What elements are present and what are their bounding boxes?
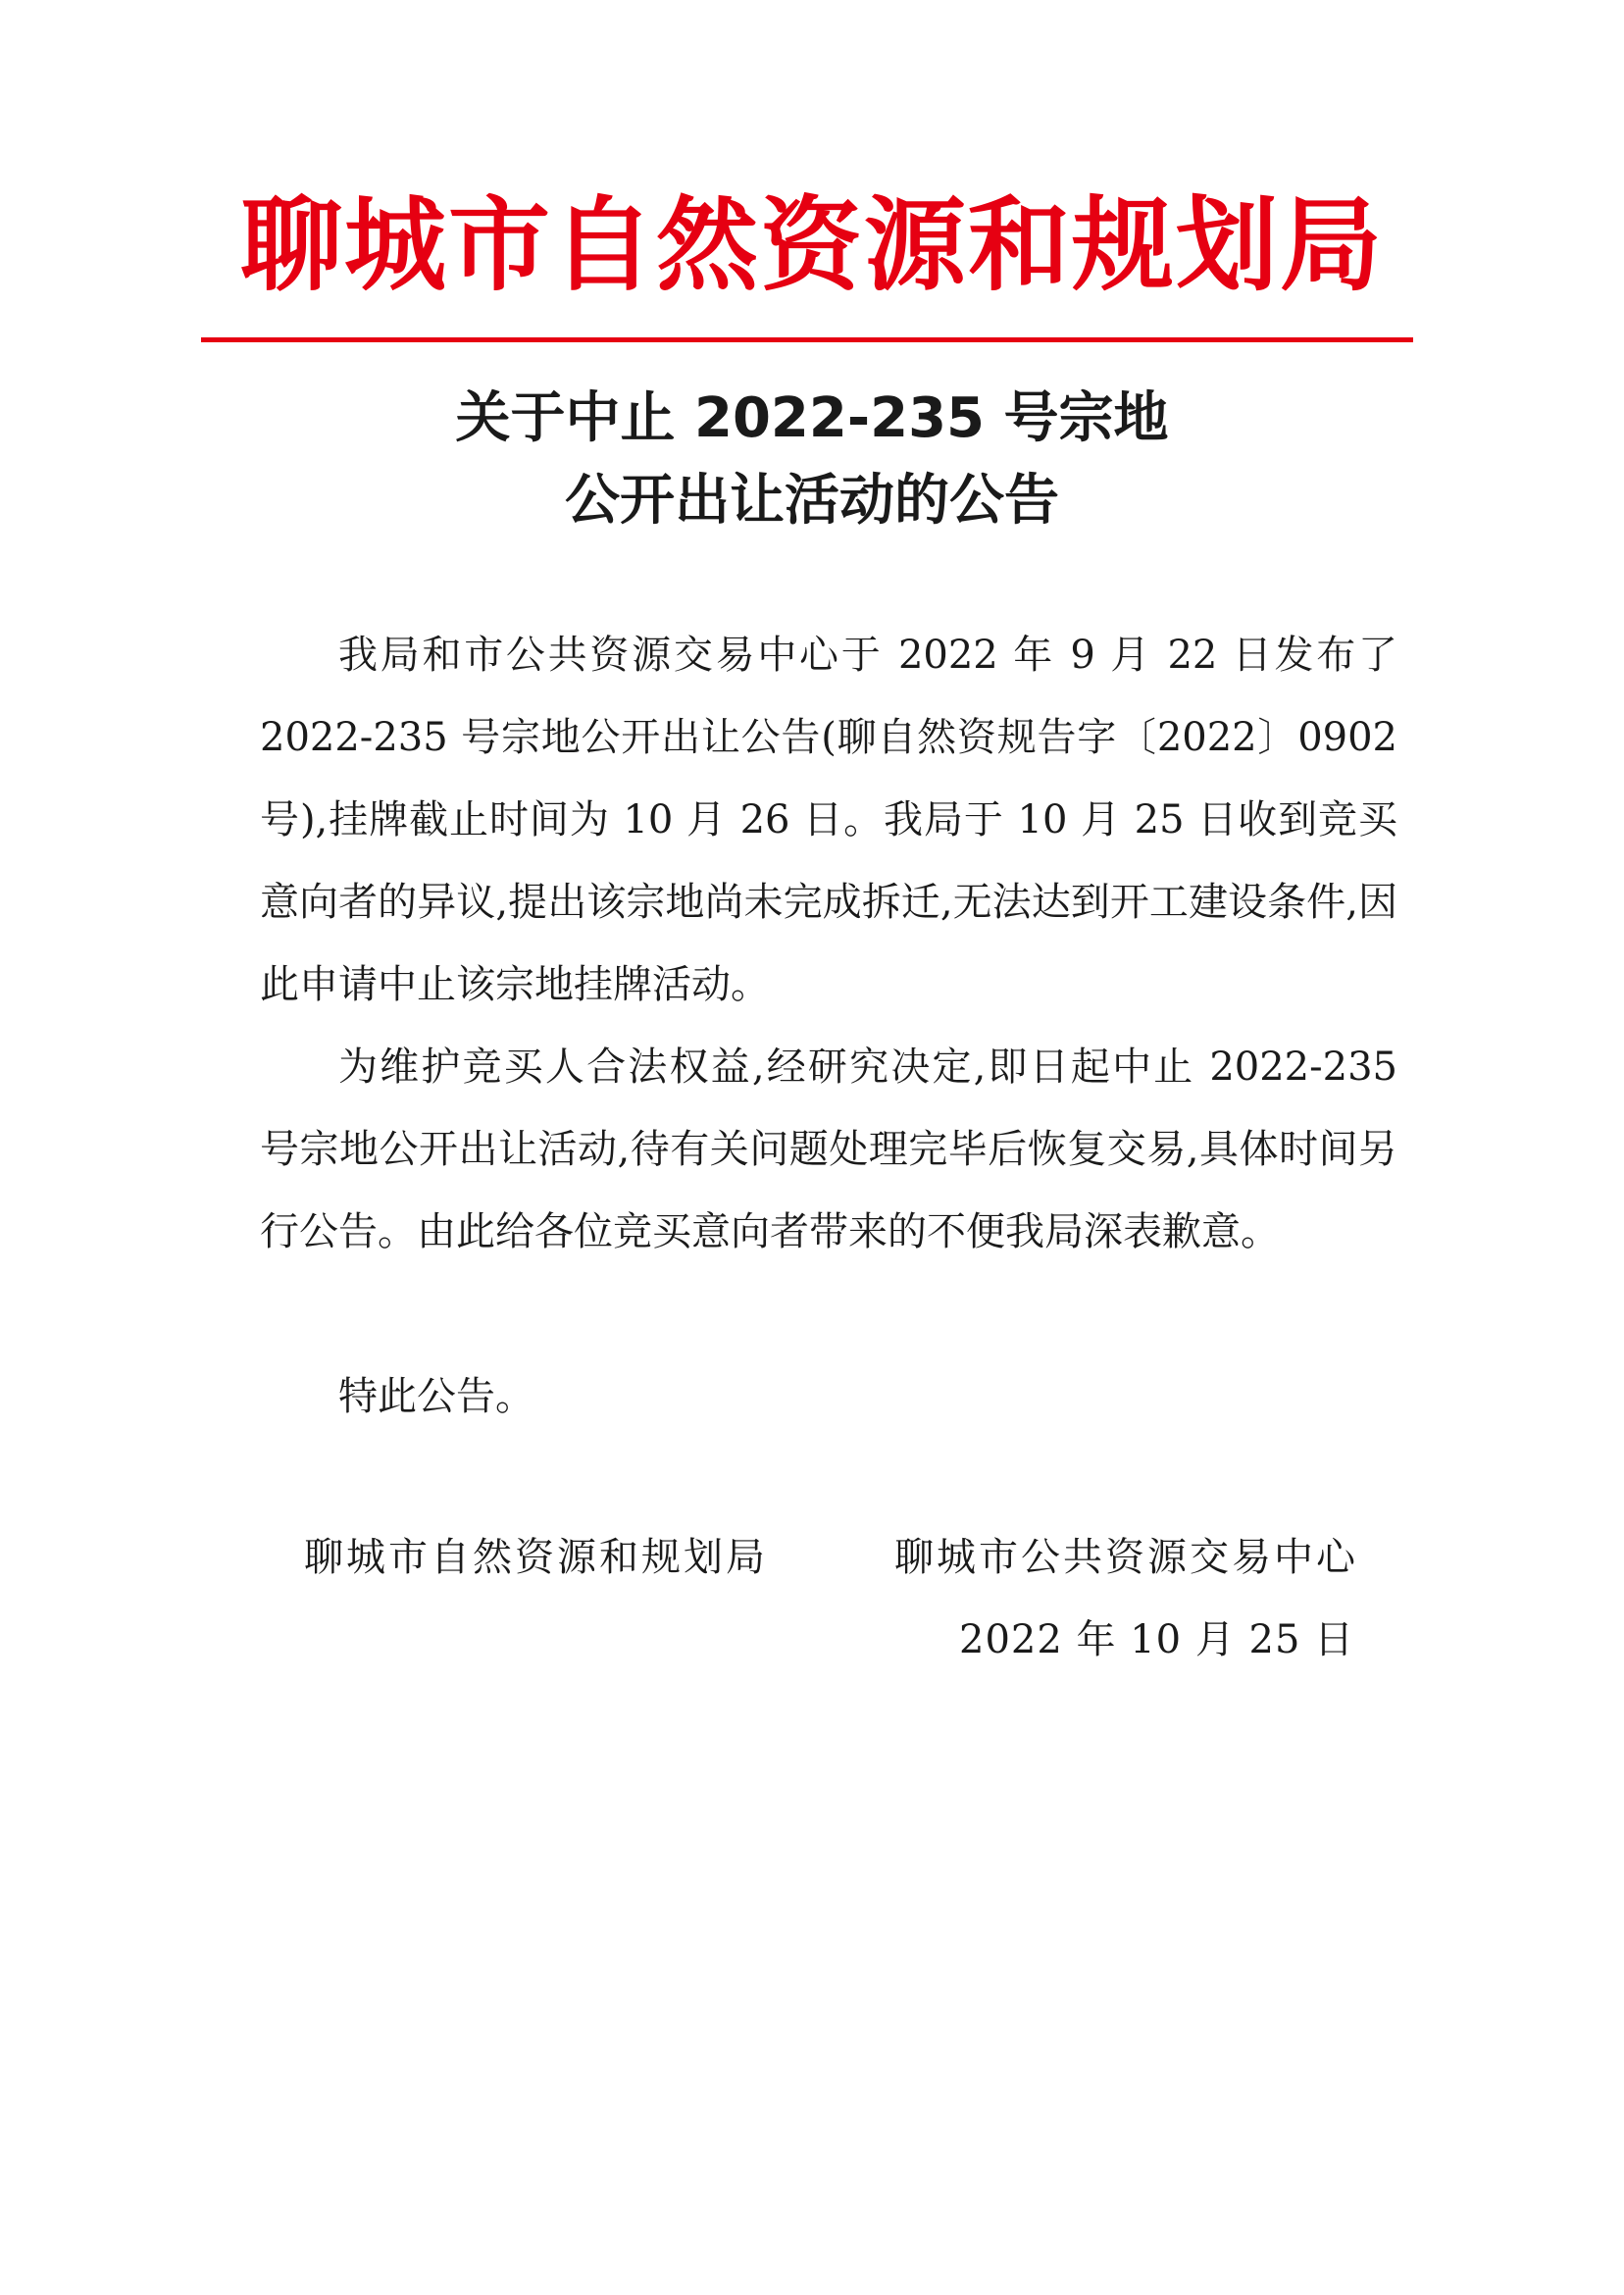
- org-header-title: 聊城市自然资源和规划局: [239, 184, 1384, 305]
- document-title: [196, 378, 1428, 542]
- document-title-line1: 关于中止 2022-235 号宗地: [455, 386, 1169, 450]
- signature-org-trading-center: 聊城市公共资源交易中心: [894, 1535, 1358, 1580]
- red-divider-line: [201, 337, 1413, 342]
- signature-org-natural-resources: 聊城市自然资源和规划局: [304, 1535, 768, 1580]
- body-paragraph-2: 为维护竞买人合法权益,经研究决定,即日起中止 2022-235 号宗地公开出让活动,待有关问题处理完毕后恢复交易,具体时间另行公告。由此给各位竞买意向者带来的不便我局深表歉意。: [260, 1045, 1397, 1254]
- document-title-line2: 公开出让活动的公告: [565, 469, 1059, 533]
- document-body: [260, 614, 1397, 1273]
- body-paragraph-1: 我局和市公共资源交易中心于 2022 年 9 月 22 日发布了 2022-235 号宗地公开出让公告(聊自然资规告字〔2022〕0902 号),挂牌截止时间为 10 月 26 日。我局于 10 月 25 日收到竞买意向者的异议,提出该宗地尚未完成拆迁,无法达到开工建设条件,因此申请中止该宗地挂牌活动。: [260, 633, 1397, 1007]
- closing-remark: 特此公告。: [338, 1374, 534, 1419]
- signature-date: 2022 年 10 月 25 日: [959, 1617, 1355, 1662]
